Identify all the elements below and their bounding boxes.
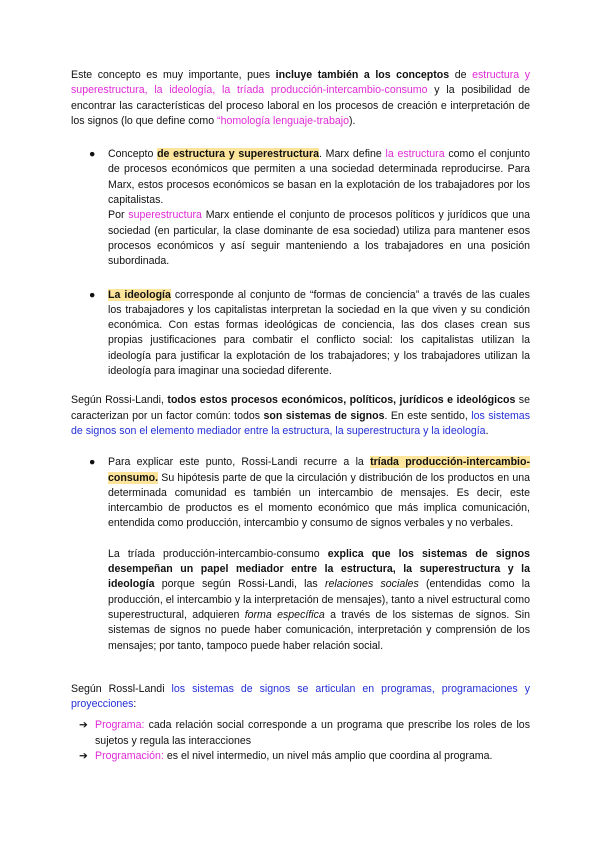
programas-paragraph: Según Rossl-Landi los sistemas de signos se articulan en programas, programaciones y proyecciones: bbox=[71, 682, 530, 711]
intro-text: ). bbox=[348, 114, 356, 127]
intro-paragraph bbox=[71, 68, 530, 129]
highlight-ideologia: La ideología bbox=[108, 288, 171, 301]
programa-label: Programa: bbox=[95, 719, 145, 732]
italic-forma: forma específica bbox=[244, 608, 325, 621]
intro-text: Este concepto es muy importante, pues bbox=[71, 69, 276, 81]
arrow-item-programa bbox=[71, 718, 530, 749]
programacion-text: es el nivel intermedio, un nivel más amplio que coordina al programa. bbox=[163, 749, 493, 762]
bullet-icon: ● bbox=[89, 148, 96, 161]
highlight-triada: tríada producción-intercambio-consumo. bbox=[108, 456, 530, 484]
programa-text: cada relación social corresponde a un programa que prescribe los roles de los sujetos y regula las interacciones bbox=[95, 719, 530, 747]
blue-mediador: los sistemas de signos son el elemento mediador entre la estructura, la superestructura y la ideología bbox=[71, 409, 530, 437]
intro-pink-homologia: “homología lenguaje-trabajo bbox=[217, 114, 349, 127]
bullet-superestructura-text: Por superestructura Marx entiende el conjunto de procesos políticos y jurídicos que una sociedad (en particular, la clase dominante de esa sociedad) utiliza para mantener esos procesos económicos y así seguir manteniendo a los trabajadores en una posición subordinada. bbox=[108, 209, 530, 268]
intro-text: y la posibilidad de encontrar las características del proceso laboral en los procesos de creación e interpretación de los signos (lo que define como bbox=[71, 84, 530, 127]
document-page bbox=[71, 68, 530, 764]
intro-bold: incluye también a los conceptos bbox=[275, 69, 450, 81]
programacion-label: Programación: bbox=[95, 749, 164, 762]
bullet-estructura bbox=[71, 147, 530, 269]
bullet-ideologia-text: La ideología corresponde al conjunto de “formas de conciencia” a través de las cuales los trabajadores y los capitalistas interpretan la sociedad en la que viven y su condición económica. Con estas formas ideológicas de conciencia, las dos clases crean sus propias justificaciones para combatir el conflicto social: los capitalistas utilizan la ideología para justificar la explotación de los trabajadores; y los trabajadores utilizan la ideología para imaginar una sociedad diferente. bbox=[108, 288, 530, 378]
bold-sistemas: son sistemas de signos bbox=[263, 409, 385, 422]
blue-programas: los sistemas de signos se articulan en programas, programaciones y proyecciones bbox=[71, 682, 530, 711]
rossi-landi-paragraph: Según Rossi-Landi, todos estos procesos económicos, políticos, jurídicos e ideológicos se caracterizan por un factor común: todos son sistemas de signos. En este sentido, los sistemas de signos son el elemento mediador entre la estructura, la superestructura y la ideología. bbox=[71, 394, 530, 437]
pink-superestructura: superestructura bbox=[128, 209, 202, 222]
intro-pink-concepts: estructura y superestructura, la ideología, la tríada producción-intercambio-consumo bbox=[71, 69, 531, 97]
bullet-triada-text: Para explicar este punto, Rossi-Landi recurre a la tríada producción-intercambio-consumo. Su hipótesis parte de que la circulación y distribución de los productos en una determinada comunidad es también un intercambio de mensajes. Es decir, este intercambio de productos es el momento económico que más implica comunicación, entendida como producción, intercambio y consumo de signos verbales y no verbales. bbox=[108, 456, 530, 530]
bullet-icon: ● bbox=[89, 288, 96, 301]
triada-explanation-text: La tríada producción-intercambio-consumo explica que los sistemas de signos desempeñan un papel mediador entre la estructura, la superestructura y la ideología porque según Rossi-Landi, las relaciones sociales (entendidas como la producción, el intercambio y la interpretación de mensajes), tanto a nivel estructural como superestructural, adquieren forma específica a través de los sistemas de signos. Sin sistemas de signos no puede haber comunicación, interpretación y comprensión de los mensajes; por tanto, tampoco puede haber relación social. bbox=[108, 547, 530, 652]
intro-text: de bbox=[449, 69, 473, 81]
highlight-estructura: de estructura y superestructura bbox=[157, 148, 319, 161]
bullet-icon: ● bbox=[89, 456, 96, 469]
bullet-triada bbox=[71, 455, 530, 654]
bullet-estructura-text: Concepto de estructura y superestructura. Marx define la estructura como el conjunto de procesos económicos que permiten a una sociedad determinada reproducirse. Para Marx, estos procesos económicos se basan en la explotación de los trabajadores por los capitalistas. bbox=[108, 148, 530, 207]
arrow-right-icon: ➔ bbox=[79, 749, 88, 762]
bullet-ideologia bbox=[71, 288, 530, 380]
italic-relaciones: relaciones sociales bbox=[324, 578, 419, 591]
bold-procesos: todos estos procesos económicos, políticos, jurídicos e ideológicos bbox=[167, 394, 516, 407]
arrow-right-icon: ➔ bbox=[79, 719, 88, 732]
arrow-item-programacion bbox=[71, 749, 530, 764]
bold-explica: explica que los sistemas de signos desempeñan un papel mediador entre la estructura, la superestructura y la ideología bbox=[108, 547, 530, 591]
pink-estructura: la estructura bbox=[385, 148, 445, 161]
